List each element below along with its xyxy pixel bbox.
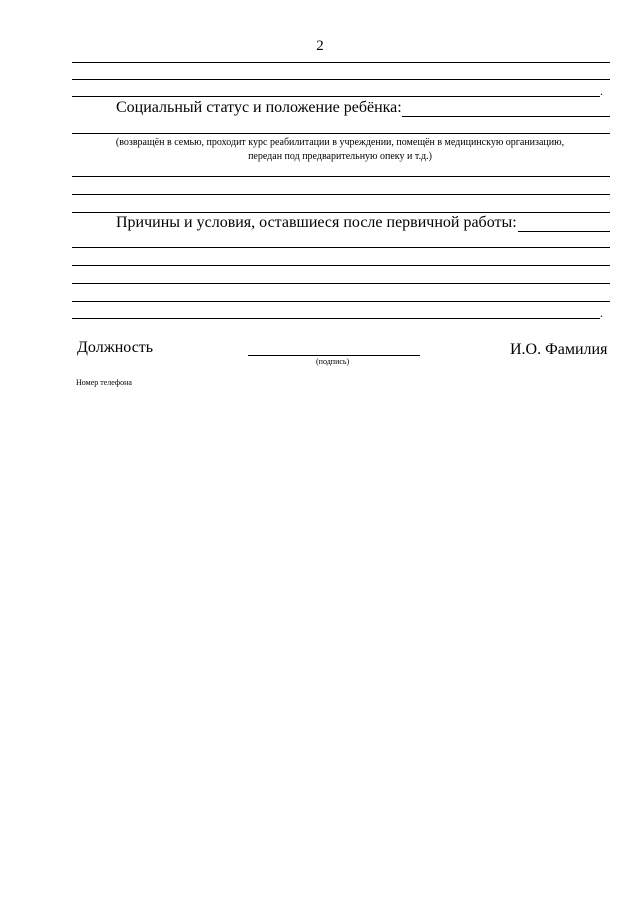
line-end-period: . bbox=[600, 306, 603, 320]
page-number: 2 bbox=[316, 38, 324, 54]
social-status-hint-line1: (возвращён в семью, проходит курс реабилитации в учреждении, помещён в медицинскую организацию, bbox=[115, 137, 565, 148]
fill-line bbox=[72, 96, 600, 97]
social-status-hint-line2: передан под предварительную опеку и т.д.) bbox=[248, 151, 432, 162]
fill-line bbox=[72, 318, 600, 319]
fill-line bbox=[72, 194, 610, 195]
phone-label: Номер телефона bbox=[76, 378, 132, 387]
fill-line bbox=[72, 62, 610, 63]
position-label: Должность bbox=[77, 339, 154, 356]
fill-line bbox=[72, 79, 610, 80]
signature-line bbox=[248, 355, 420, 356]
fill-line bbox=[72, 247, 610, 248]
signature-caption: (подпись) bbox=[316, 357, 350, 366]
fill-line bbox=[72, 265, 610, 266]
fill-line bbox=[402, 116, 610, 117]
fill-line bbox=[72, 212, 610, 213]
line-end-period: . bbox=[600, 84, 603, 98]
fill-line bbox=[72, 176, 610, 177]
fill-line bbox=[72, 133, 610, 134]
fill-line bbox=[72, 301, 610, 302]
reasons-heading: Причины и условия, оставшиеся после первичной работы: bbox=[116, 214, 517, 231]
name-label: И.О. Фамилия bbox=[510, 341, 608, 358]
fill-line bbox=[518, 231, 610, 232]
social-status-heading: Социальный статус и положение ребёнка: bbox=[116, 99, 402, 116]
fill-line bbox=[72, 283, 610, 284]
